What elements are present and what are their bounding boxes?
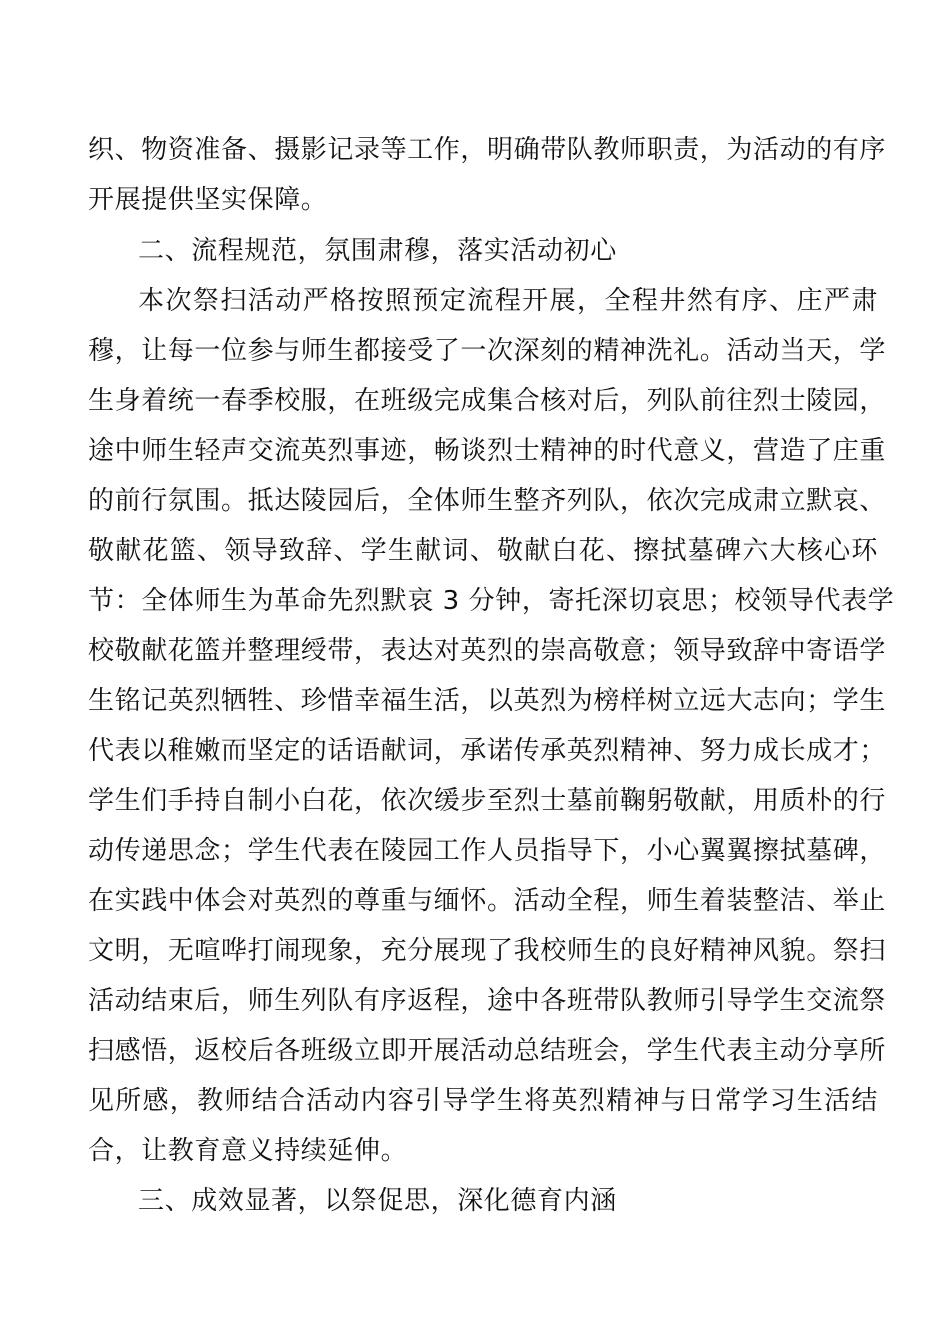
- paragraph-line: 动传递思念；学生代表在陵园工作人员指导下，小心翼翼擦拭墓碑，: [88, 836, 887, 866]
- paragraph-line: 生铭记英烈牺牲、珍惜幸福生活，以英烈为榜样树立远大志向；学生: [88, 686, 887, 716]
- paragraph-line: 见所感，教师结合活动内容引导学生将英烈精神与日常学习生活结: [88, 1086, 878, 1116]
- paragraph-line: 节：全体师生为革命先烈默哀 3 分钟，寄托深切哀思；校领导代表学: [88, 586, 895, 616]
- paragraph-line: 校敬献花篮并整理绶带，表达对英烈的崇高敬意；领导致辞中寄语学: [88, 636, 887, 666]
- paragraph-line: 在实践中体会对英烈的尊重与缅怀。活动全程，师生着装整洁、举止: [88, 886, 887, 916]
- paragraph-line: 文明，无喧哗打闹现象，充分展现了我校师生的良好精神风貌。祭扫: [88, 936, 887, 966]
- paragraph-line: 敬献花篮、领导致辞、学生献词、敬献白花、擦拭墓碑六大核心环: [88, 536, 878, 566]
- paragraph-line: 代表以稚嫩而坚定的话语献词，承诺传承英烈精神、努力成长成才；: [88, 736, 887, 766]
- paragraph-line: 的前行氛围。抵达陵园后，全体师生整齐列队，依次完成肃立默哀、: [88, 486, 887, 516]
- paragraph-line: 途中师生轻声交流英烈事迹，畅谈烈士精神的时代意义，营造了庄重: [88, 436, 887, 466]
- paragraph-line: 本次祭扫活动严格按照预定流程开展，全程井然有序、庄严肃: [138, 286, 878, 316]
- paragraph-line: 织、物资准备、摄影记录等工作，明确带队教师职责，为活动的有序: [88, 135, 887, 165]
- paragraph-line: 扫感悟，返校后各班级立即开展活动总结班会，学生代表主动分享所: [88, 1036, 887, 1066]
- section-heading: 二、流程规范，氛围肃穆，落实活动初心: [138, 236, 617, 266]
- paragraph-line: 生身着统一春季校服，在班级完成集合核对后，列队前往烈士陵园，: [88, 386, 887, 416]
- paragraph-line: 合，让教育意义持续延伸。: [88, 1136, 408, 1166]
- section-heading: 三、成效显著，以祭促思，深化德育内涵: [138, 1186, 617, 1216]
- paragraph-line: 活动结束后，师生列队有序返程，途中各班带队教师引导学生交流祭: [88, 986, 887, 1016]
- paragraph-line: 穆，让每一位参与师生都接受了一次深刻的精神洗礼。活动当天，学: [88, 336, 887, 366]
- paragraph-line: 开展提供坚实保障。: [88, 185, 328, 215]
- paragraph-line: 学生们手持自制小白花，依次缓步至烈士墓前鞠躬敬献，用质朴的行: [88, 786, 887, 816]
